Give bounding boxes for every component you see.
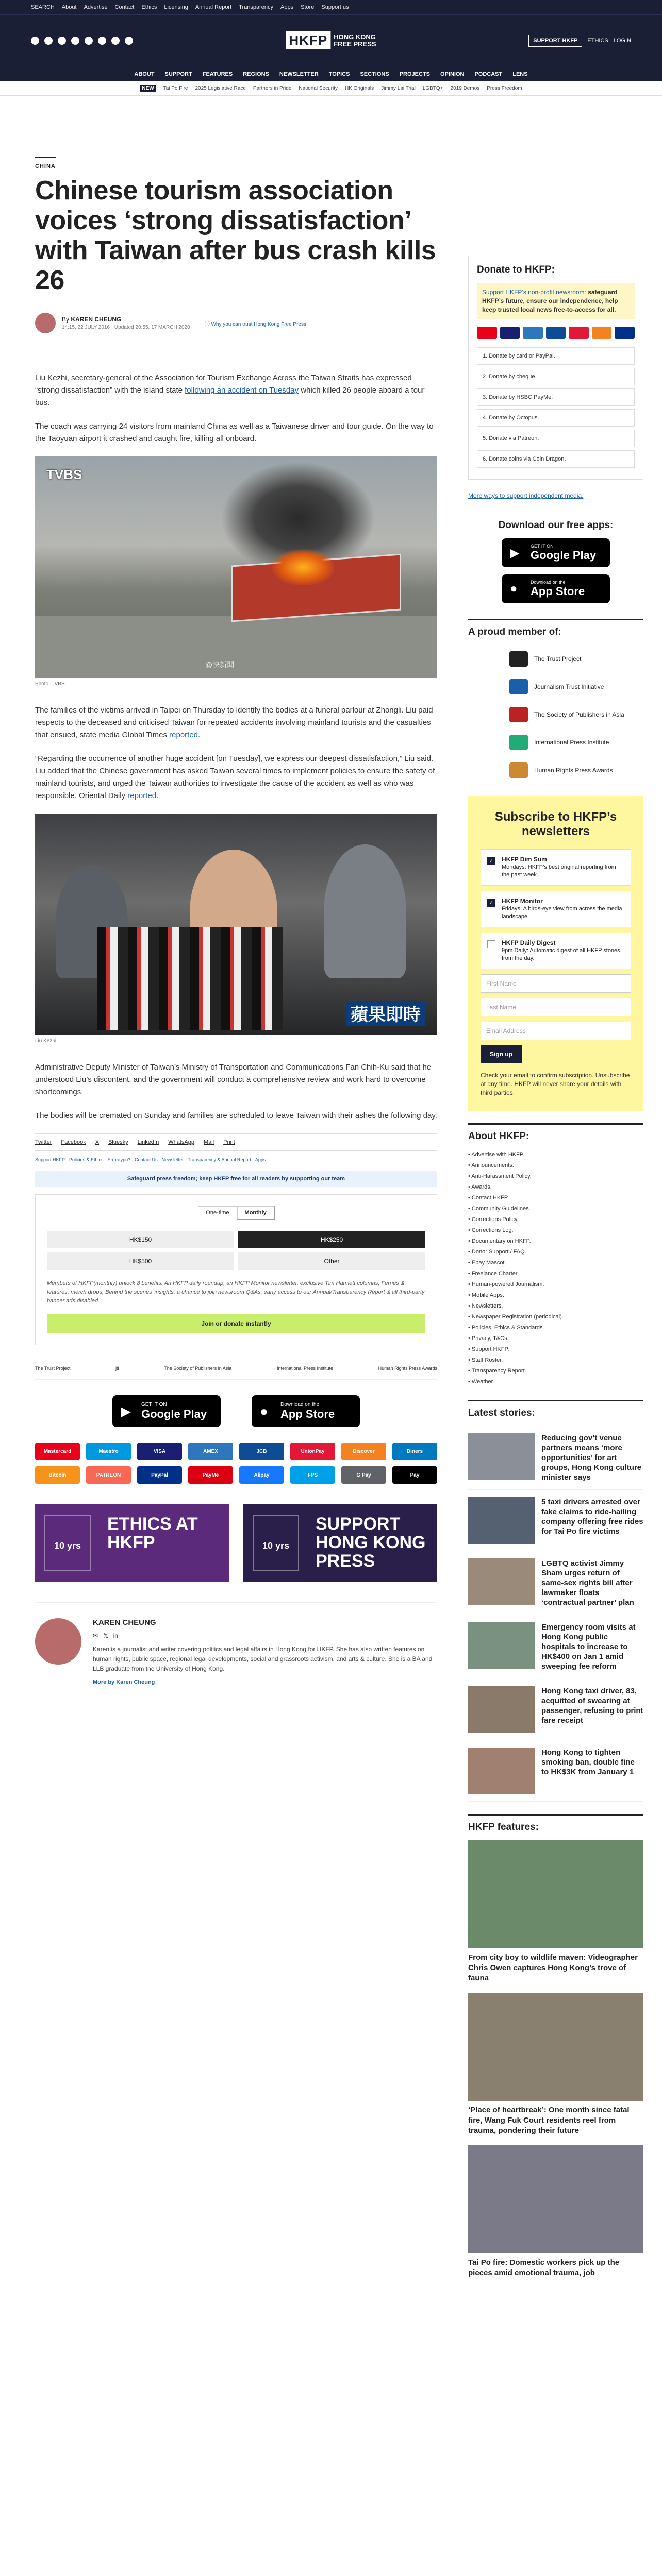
trending-link[interactable]: Tai Po Fire — [163, 86, 188, 91]
google-play-button[interactable]: ▶ GET IT ON Google Play — [112, 1395, 221, 1427]
share-link[interactable]: Mail — [203, 1139, 214, 1145]
topbar-link[interactable]: Apps — [280, 4, 294, 10]
story-title[interactable]: Reducing gov’t venue partners means ‘more opportunities’ for art groups, Hong Kong culture minister says — [541, 1434, 642, 1482]
topbar-link[interactable]: Licensing — [164, 4, 188, 10]
about-link[interactable]: • Support HKFP. — [468, 1346, 509, 1352]
trending-link[interactable]: 2025 Legislative Race — [195, 86, 246, 91]
story-thumbnail[interactable] — [468, 1558, 535, 1605]
payment-icon: UnionPay — [290, 1443, 335, 1460]
hkfp-features — [468, 1814, 643, 2278]
photo-caption: Liu Kezhi. — [35, 1038, 58, 1044]
about-link[interactable]: • Ebay Mascot. — [468, 1260, 506, 1266]
about-link[interactable]: • Transparency Report. — [468, 1368, 526, 1374]
footer-link[interactable]: Contact Us — [135, 1157, 158, 1162]
donate-pitch: Support HKFP’s non-profit newsroom: safeguard HKFP’s future, ensure our independence, help keep trusted local news free-to-access for all. — [477, 283, 635, 319]
share-link[interactable]: Twitter — [35, 1139, 52, 1145]
social-icons — [31, 37, 133, 45]
member-name: International Press Institute — [534, 739, 609, 746]
linkedin-icon[interactable]: in — [113, 1632, 119, 1639]
features-title: HKFP features: — [468, 1822, 539, 1833]
paragraph: The families of the victims arrived in Taipei on Thursday to identify the bodies at a funeral parlour at Zhongli. Liu paid respects to the deceased and criticised Taiwan for repeated accidents involving mainland tourists and the casualties that ensued, state media Global Times reported. — [35, 706, 433, 739]
about-link[interactable]: • Donor Support / FAQ. — [468, 1249, 526, 1255]
payment-icon: VISA — [137, 1443, 182, 1460]
ethics-banner[interactable]: 10 yrs ETHICS AT HKFP — [35, 1504, 229, 1582]
payment-icon: PATREON — [86, 1466, 131, 1484]
paragraph: Liu Kezhi, secretary-general of the Association for Tourism Exchange Across the Taiwan Straits has expressed “strong dissatisfaction” with the island state following an accident on Tuesday which killed 26 people aboard a tour bus. — [35, 374, 425, 407]
newsletter-option[interactable] — [481, 849, 631, 886]
member-name: The Society of Publishers in Asia — [534, 711, 624, 718]
member-logo — [509, 735, 528, 750]
trending-link[interactable]: LGBTQ+ — [422, 86, 443, 91]
nav-item[interactable]: SUPPORT — [164, 71, 192, 77]
card-icon — [546, 327, 566, 339]
topbar-link[interactable]: SEARCH — [31, 4, 55, 10]
card-icon — [592, 327, 612, 339]
oriental-daily-link[interactable]: reported — [127, 791, 157, 800]
trending-link[interactable]: HK Originals — [344, 86, 374, 91]
newsletter-title: Subscribe to HKFP’s newsletters — [494, 810, 617, 838]
one-time-tab[interactable]: One-time — [198, 1206, 237, 1219]
member-item[interactable] — [468, 645, 643, 673]
payment-icon: Bitcoin — [35, 1466, 80, 1484]
signup-button[interactable]: Sign up — [481, 1045, 522, 1063]
about-link[interactable]: • Community Guidelines. — [468, 1206, 531, 1212]
nav-item[interactable]: PROJECTS — [399, 71, 430, 77]
x-icon[interactable] — [44, 37, 53, 45]
topbar-link[interactable]: Transparency — [239, 4, 273, 10]
sidebar-app-store[interactable]: ● Download on the App Store — [502, 574, 610, 603]
member-name: The Trust Project — [534, 655, 582, 663]
publish-dates: 14:15, 22 JULY 2016 · Updated 20:55, 17 MARCH 2020 — [62, 325, 190, 330]
nav-item[interactable]: PODCAST — [474, 71, 503, 77]
donate-option[interactable]: 3. Donate by HSBC PayMe. — [477, 388, 635, 406]
share-link[interactable]: WhatsApp — [168, 1139, 194, 1145]
author-avatar[interactable] — [35, 313, 56, 333]
story-thumbnail[interactable] — [468, 1433, 535, 1480]
amount-options — [47, 1231, 425, 1270]
newsletter-desc: Fridays: A birds-eye view from across the media landscape. — [502, 906, 622, 920]
about-link[interactable]: • Corrections Log. — [468, 1227, 514, 1233]
amount-option-selected[interactable]: HK$250 — [238, 1231, 425, 1248]
story-title[interactable]: LGBTQ activist Jimmy Sham urges return of same-sex rights bill after lawmaker floats ‘contractual partner’ plan — [541, 1559, 634, 1607]
payment-icon: AMEX — [188, 1443, 233, 1460]
feature-story[interactable] — [468, 1993, 643, 2136]
donate-title: Donate to HKFP: — [477, 264, 555, 275]
about-link[interactable]: • Human-powered Journalism. — [468, 1281, 544, 1287]
affiliation-logo[interactable]: jti — [115, 1366, 119, 1371]
newsletter-name: HKFP Daily Digest — [502, 939, 556, 946]
nav-item[interactable]: FEATURES — [202, 71, 233, 77]
amount-option[interactable]: HK$500 — [47, 1252, 234, 1270]
microphones — [97, 927, 283, 1030]
play-icon: ▶ — [121, 1403, 131, 1419]
member-name: Journalism Trust Initiative — [534, 683, 604, 690]
payment-icon: PayMe — [188, 1466, 233, 1484]
about-link[interactable]: • Privacy, T&Cs. — [468, 1335, 509, 1342]
donate-option[interactable]: 1. Donate by card or PayPal. — [477, 347, 635, 365]
card-icon — [523, 327, 543, 339]
topbar-link[interactable]: Support us — [321, 4, 349, 10]
latest-story[interactable] — [468, 1490, 643, 1551]
payment-icon: Maestro — [86, 1443, 131, 1460]
latest-story[interactable] — [468, 1740, 643, 1802]
amount-option-other[interactable]: Other — [238, 1252, 425, 1270]
trending-link[interactable]: Press Freedom — [487, 86, 522, 91]
payment-methods — [35, 1443, 437, 1484]
member-logo — [509, 679, 528, 694]
member-logo — [509, 762, 528, 778]
story-thumbnail[interactable] — [468, 1748, 535, 1794]
nav-item[interactable]: OPINION — [440, 71, 465, 77]
bus-fire-photo — [35, 456, 437, 678]
trending-link[interactable]: Partners in Pride — [253, 86, 292, 91]
about-link[interactable]: • Announcements. — [468, 1162, 514, 1168]
membership-note: Members of HKFP(monthly) unlock 8 benefits: An HKFP daily roundup, an HKFP Monitor newsletter, exclusive Tim Hamlett columns, Ferries & features, merch drops, Behind the scenes’ insights, a chance to join newsroom Q&As, early access to our Annual/Transparency Report & all third-party banner ads disabled. — [47, 1280, 425, 1304]
footer-link[interactable]: Error/typo? — [107, 1157, 131, 1162]
member-item[interactable] — [468, 756, 643, 784]
affiliation-logo[interactable]: Human Rights Press Awards — [378, 1366, 437, 1371]
about-link[interactable]: • Freelance Charter. — [468, 1270, 519, 1277]
member-item[interactable] — [468, 701, 643, 728]
top-utility-bar — [0, 0, 662, 14]
about-widget — [468, 1123, 643, 1387]
topbar-link[interactable]: Store — [301, 4, 315, 10]
latest-title: Latest stories: — [468, 1408, 535, 1418]
paragraph: The coach was carrying 24 visitors from mainland China as well as a Taiwanese driver and tour guide. On the way to the Taoyuan airport it crashed and caught fire, killing all onboard. — [35, 422, 434, 443]
share-link[interactable]: X — [95, 1139, 100, 1145]
payment-icon: Pay — [392, 1466, 437, 1484]
trending-nav — [0, 81, 662, 96]
topbar-link[interactable]: Ethics — [141, 4, 157, 10]
photo-caption: Photo: TVBS. — [35, 681, 67, 687]
story-title[interactable]: Hong Kong taxi driver, 83, acquitted of swearing at passenger, refusing to print fare receipt — [541, 1687, 643, 1725]
latest-story[interactable] — [468, 1679, 643, 1740]
author-photo[interactable] — [35, 1618, 81, 1665]
apple-icon: ● — [260, 1403, 268, 1419]
photo-watermark: @快新聞 — [205, 660, 235, 669]
card-icon — [500, 327, 520, 339]
member-item[interactable] — [468, 673, 643, 701]
global-times-link[interactable]: reported — [169, 731, 198, 739]
nav-item[interactable]: LENS — [512, 71, 528, 77]
feature-title[interactable]: ‘Place of heartbreak’: One month since fatal fire, Wang Fuk Court residents reel from trauma, pondering their future — [468, 2106, 630, 2135]
newsletter-name: HKFP Dim Sum — [502, 856, 547, 863]
donate-option[interactable]: 6. Donate coins via Coin Dragon. — [477, 450, 635, 468]
about-link[interactable]: • Mobile Apps. — [468, 1292, 504, 1298]
checkbox[interactable]: ✓ — [487, 899, 495, 907]
app-store-row — [35, 1395, 437, 1427]
support-team-link[interactable]: supporting our team — [290, 1176, 345, 1182]
apps-title: Download our free apps: — [498, 520, 614, 531]
feature-image[interactable] — [468, 1840, 643, 1948]
feature-story[interactable] — [468, 2145, 643, 2278]
rss-icon[interactable] — [98, 37, 106, 45]
share-link[interactable]: LinkedIn — [137, 1139, 159, 1145]
payment-icon: G Pay — [341, 1466, 386, 1484]
frequency-toggle — [47, 1206, 425, 1219]
affiliation-logo[interactable]: The Society of Publishers in Asia — [164, 1366, 232, 1371]
donate-option[interactable]: 2. Donate by cheque. — [477, 368, 635, 385]
article-category[interactable]: CHINA — [35, 163, 56, 170]
story-title[interactable]: Hong Kong to tighten smoking ban, double fine to HK$3K from January 1 — [541, 1748, 635, 1776]
accident-link[interactable]: following an accident on Tuesday — [185, 386, 299, 395]
affiliation-logo[interactable]: The Trust Project — [35, 1366, 71, 1371]
article-title: Chinese tourism association voices ‘strong dissatisfaction’ with Taiwan after bus crash kills 26 — [35, 176, 436, 295]
donate-option[interactable]: 4. Donate by Octopus. — [477, 409, 635, 427]
trending-link[interactable]: National Security — [299, 86, 338, 91]
support-press-banner[interactable]: 10 yrs SUPPORT HONG KONG PRESS — [243, 1504, 437, 1582]
card-icon — [569, 327, 589, 339]
main-nav — [0, 66, 662, 81]
newsletter-option[interactable] — [481, 891, 631, 927]
about-link[interactable]: • Contact HKFP. — [468, 1195, 509, 1201]
member-name: Human Rights Press Awards — [534, 767, 613, 774]
latest-story[interactable] — [468, 1426, 643, 1490]
about-link[interactable]: • Anti-Harassment Policy. — [468, 1173, 532, 1179]
newsletter-desc: 9pm Daily: Automatic digest of all HKFP stories from the day. — [502, 947, 620, 961]
card-icon — [477, 327, 497, 339]
newsletter-name: HKFP Monitor — [502, 897, 543, 905]
more-by-author-link[interactable]: More by Karen Cheung — [93, 1679, 155, 1685]
nav-item[interactable]: REGIONS — [243, 71, 269, 77]
payment-icon: Alipay — [239, 1466, 284, 1484]
footer-link[interactable]: Transparency & Annual Report — [188, 1157, 251, 1162]
feature-story[interactable] — [468, 1840, 643, 1984]
about-link[interactable]: • Awards. — [468, 1184, 492, 1190]
newsletter-note: Check your email to confirm subscription. Unsubscribe at any time. HKFP will never share your details with third parties. — [481, 1072, 630, 1096]
feature-image[interactable] — [468, 2145, 643, 2253]
about-link[interactable]: • Policies, Ethics & Standards. — [468, 1325, 544, 1331]
promo-banners — [35, 1504, 437, 1582]
facebook-icon[interactable] — [31, 37, 39, 45]
member-logo — [509, 707, 528, 722]
logo-box: HKFP — [286, 31, 330, 49]
byline — [35, 313, 437, 343]
sidebar-google-play[interactable]: ▶ GET IT ON Google Play — [502, 538, 610, 567]
linkedin-icon[interactable] — [85, 37, 93, 45]
story-title[interactable]: Emergency room visits at Hong Kong public hospitals to increase to HK$400 on Jan 1 amid sweeping fee reform — [541, 1623, 636, 1671]
feature-image[interactable] — [468, 1993, 643, 2101]
payment-icon: Discover — [341, 1443, 386, 1460]
trending-link[interactable]: 2019 Demos — [450, 86, 480, 91]
donate-widget — [468, 256, 643, 480]
affiliation-logos — [35, 1358, 437, 1380]
author-bio: Karen is a journalist and writer covering politics and legal affairs in Hong Kong for HKFP. She has also written features on human rights, public space, regional legal developments, social and grassroots activism, and arts & culture. She is a BA and LLB graduate from the University of Hong Kong. — [93, 1646, 433, 1672]
monthly-tab[interactable]: Monthly — [237, 1206, 274, 1219]
donation-widget — [35, 1194, 437, 1345]
member-list — [468, 645, 643, 784]
non-profit-link[interactable]: Support HKFP’s non-profit newsroom: — [482, 289, 588, 296]
footer-link[interactable]: Apps — [255, 1157, 266, 1162]
tvbs-logo: TVBS — [46, 467, 82, 482]
card-icons — [477, 327, 635, 339]
about-link[interactable]: • Weather. — [468, 1379, 494, 1385]
apple-daily-watermark: 蘋果即時 — [346, 1001, 425, 1026]
amount-option[interactable]: HK$150 — [47, 1231, 234, 1248]
card-icon — [615, 327, 635, 339]
trending-link[interactable]: Jimmy Lai Trial — [381, 86, 416, 91]
telegram-icon[interactable] — [111, 37, 120, 45]
share-bar — [35, 1133, 437, 1151]
payment-icon: Mastercard — [35, 1443, 80, 1460]
topbar-link[interactable]: About — [61, 4, 77, 10]
share-link[interactable]: Bluesky — [108, 1139, 128, 1145]
latest-story[interactable] — [468, 1551, 643, 1615]
about-link[interactable]: • Newspaper Registration (periodical). — [468, 1314, 564, 1320]
newsletter-widget — [468, 796, 643, 1111]
share-link[interactable]: Facebook — [61, 1139, 86, 1145]
paragraph: Administrative Deputy Minister of Taiwan’s Ministry of Transportation and Communications Fan Chih-Ku said that he understood Liu’s discontent, and the government will conduct a comprehensive review and work hard to overcome shortcomings. — [35, 1063, 432, 1096]
story-thumbnail[interactable] — [468, 1497, 535, 1544]
nav-item[interactable]: ABOUT — [134, 71, 155, 77]
footer-link[interactable]: Support HKFP — [35, 1157, 65, 1162]
mail-icon[interactable]: ✉ — [93, 1632, 98, 1639]
checkbox[interactable] — [487, 940, 495, 948]
author-social — [93, 1632, 437, 1639]
join-donate-button[interactable]: Join or donate instantly — [47, 1314, 425, 1333]
member-logo — [509, 651, 528, 667]
press-conference-photo — [35, 814, 437, 1035]
newsletter-option[interactable] — [481, 933, 631, 969]
affiliation-logo[interactable]: International Press Institute — [276, 1366, 333, 1371]
payment-icon: Diners — [392, 1443, 437, 1460]
about-title: About HKFP: — [468, 1131, 529, 1142]
sidebar — [468, 96, 643, 2287]
feature-title[interactable]: Tai Po fire: Domestic workers pick up the pieces amid emotional trauma, job — [468, 2258, 620, 2277]
more-ways-link[interactable]: More ways to support independent media. — [468, 492, 584, 499]
author-bio-name[interactable]: KAREN CHEUNG — [93, 1618, 156, 1627]
x-icon[interactable]: 𝕏 — [103, 1632, 108, 1639]
logo-line2: FREE PRESS — [334, 40, 376, 48]
category-rule — [35, 157, 56, 158]
author-prefix: By — [62, 316, 70, 323]
latest-story[interactable] — [468, 1615, 643, 1679]
mastodon-icon[interactable] — [125, 37, 133, 45]
about-link[interactable]: • Documentary on HKFP. — [468, 1238, 531, 1244]
about-link[interactable]: • Newsletters. — [468, 1303, 503, 1309]
paragraph: “Regarding the occurrence of another huge accident [on Tuesday], we express our deepest dissatisfaction,” Liu said. Liu added that the Chinese government has asked Taiwan several times to implement policies to ensure the safety of mainland tourists, and urged the Taiwan authorities to investigate the cause of the accident as well as who was responsible. Oriental Daily reported. — [35, 754, 435, 800]
paragraph: The bodies will be cremated on Sunday and families are scheduled to leave Taiwan with their ashes the following day. — [35, 1111, 437, 1120]
donate-option[interactable]: 5. Donate via Patreon. — [477, 430, 635, 447]
login-link[interactable]: LOGIN — [613, 37, 631, 44]
app-store-button[interactable]: ● Download on the App Store — [252, 1395, 360, 1427]
nav-item[interactable]: TOPICS — [328, 71, 350, 77]
newsletter-desc: Mondays: HKFP’s best original reporting from the past week. — [502, 864, 616, 878]
nav-item[interactable]: NEWSLETTER — [279, 71, 319, 77]
site-logo[interactable] — [286, 31, 376, 49]
story-thumbnail[interactable] — [468, 1622, 535, 1669]
logo-line1: HONG KONG — [334, 32, 376, 41]
topbar-link[interactable]: Advertise — [84, 4, 108, 10]
member-item[interactable] — [468, 728, 643, 756]
payment-icon: JCB — [239, 1443, 284, 1460]
newsletter-field[interactable]: Last Name — [481, 998, 631, 1016]
trust-link[interactable]: ⓘ Why you can trust Hong Kong Free Press — [204, 321, 306, 327]
share-link[interactable]: Print — [223, 1139, 235, 1145]
story-title[interactable]: 5 taxi drivers arrested over fake claims to ride-hailing company offering free rides for Tai Po fire victims — [541, 1498, 643, 1536]
topbar-link[interactable]: Annual Report — [195, 4, 232, 10]
donate-options — [477, 347, 635, 468]
latest-stories — [468, 1400, 643, 1802]
payment-icon: PayPal — [137, 1466, 182, 1484]
footer-link[interactable]: Newsletter — [161, 1157, 184, 1162]
about-link[interactable]: • Staff Roster. — [468, 1357, 503, 1363]
article-footer-links — [35, 1157, 437, 1162]
newsletter-field[interactable]: Email Address — [481, 1022, 631, 1040]
story-thumbnail[interactable] — [468, 1686, 535, 1733]
member-title: A proud member of: — [468, 626, 561, 637]
ethics-link[interactable]: ETHICS — [587, 37, 608, 44]
site-header — [0, 14, 662, 66]
feature-title[interactable]: From city boy to wildlife maven: Videographer Chris Owen captures Hong Kong’s trove of fauna — [468, 1953, 638, 1982]
author-bio-box — [35, 1602, 437, 1685]
new-badge: NEW — [140, 85, 156, 92]
topbar-link[interactable]: Contact — [114, 4, 135, 10]
youtube-icon[interactable] — [71, 37, 79, 45]
author-name[interactable]: KAREN CHEUNG — [71, 316, 122, 323]
instagram-icon[interactable] — [58, 37, 66, 45]
safeguard-banner: Safeguard press freedom; keep HKFP free for all readers by supporting our team — [35, 1171, 437, 1187]
nav-item[interactable]: SECTIONS — [360, 71, 389, 77]
about-link[interactable]: • Advertise with HKFP. — [468, 1151, 524, 1158]
support-button[interactable]: SUPPORT HKFP — [528, 35, 582, 47]
article-main — [35, 96, 437, 2287]
payment-icon: FPS — [290, 1466, 335, 1484]
checkbox[interactable]: ✓ — [487, 857, 495, 865]
newsletter-field[interactable]: First Name — [481, 974, 631, 993]
about-link[interactable]: • Corrections Policy. — [468, 1216, 519, 1223]
footer-link[interactable]: Policies & Ethics — [69, 1157, 104, 1162]
